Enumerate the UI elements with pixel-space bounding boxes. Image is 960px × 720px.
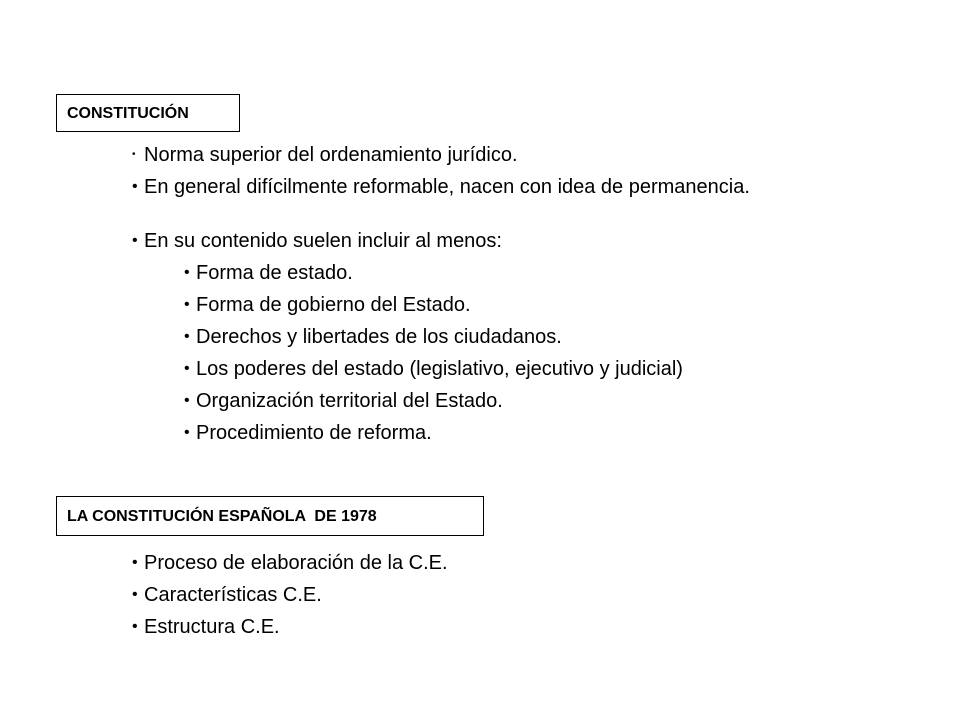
sub-list-item: [132, 321, 750, 353]
bullet-icon: •: [132, 554, 138, 571]
list-item-text: Los poderes del estado (legislativo, ejecutivo y judicial): [196, 358, 683, 380]
bullet-icon: •: [184, 392, 190, 409]
sub-list-item: [132, 385, 750, 417]
section-heading-constitucion: [56, 94, 240, 132]
list-item: [132, 139, 750, 171]
list-item: [132, 225, 750, 257]
list-item: [132, 171, 750, 203]
list-item-text: Norma superior del ordenamiento jurídico.: [144, 144, 518, 166]
list-item-text: En general difícilmente reformable, nacen con idea de permanencia.: [144, 176, 750, 198]
list-item-text: Organización territorial del Estado.: [196, 390, 503, 412]
list-item: [132, 611, 448, 643]
section-heading-text: CONSTITUCIÓN: [67, 105, 189, 122]
sub-list-item: [132, 289, 750, 321]
list-item-text: Procedimiento de reforma.: [196, 422, 432, 444]
constitucion-espanola-bullet-list: [132, 547, 448, 643]
sub-list-item: [132, 353, 750, 385]
list-item-text: Características C.E.: [144, 584, 322, 606]
list-item-text: Proceso de elaboración de la C.E.: [144, 552, 448, 574]
list-item-text: Forma de gobierno del Estado.: [196, 294, 471, 316]
bullet-icon: •: [132, 149, 136, 160]
list-item-text: En su contenido suelen incluir al menos:: [144, 230, 502, 252]
sub-list-item: [132, 417, 750, 449]
bullet-icon: •: [132, 178, 138, 195]
bullet-icon: •: [132, 232, 138, 249]
bullet-icon: •: [184, 424, 190, 441]
list-item-text: Forma de estado.: [196, 262, 353, 284]
constitucion-bullet-list: [132, 139, 750, 449]
list-item: [132, 579, 448, 611]
bullet-icon: •: [184, 328, 190, 345]
list-item-text: Estructura C.E.: [144, 616, 280, 638]
section-heading-constitucion-espanola: [56, 496, 484, 536]
bullet-icon: •: [184, 264, 190, 281]
sub-list-item: [132, 257, 750, 289]
list-item: [132, 547, 448, 579]
section-heading-text: LA CONSTITUCIÓN ESPAÑOLA DE 1978: [67, 508, 377, 525]
bullet-icon: •: [184, 360, 190, 377]
bullet-icon: •: [132, 618, 138, 635]
list-item-text: Derechos y libertades de los ciudadanos.: [196, 326, 562, 348]
bullet-icon: •: [132, 586, 138, 603]
bullet-icon: •: [184, 296, 190, 313]
